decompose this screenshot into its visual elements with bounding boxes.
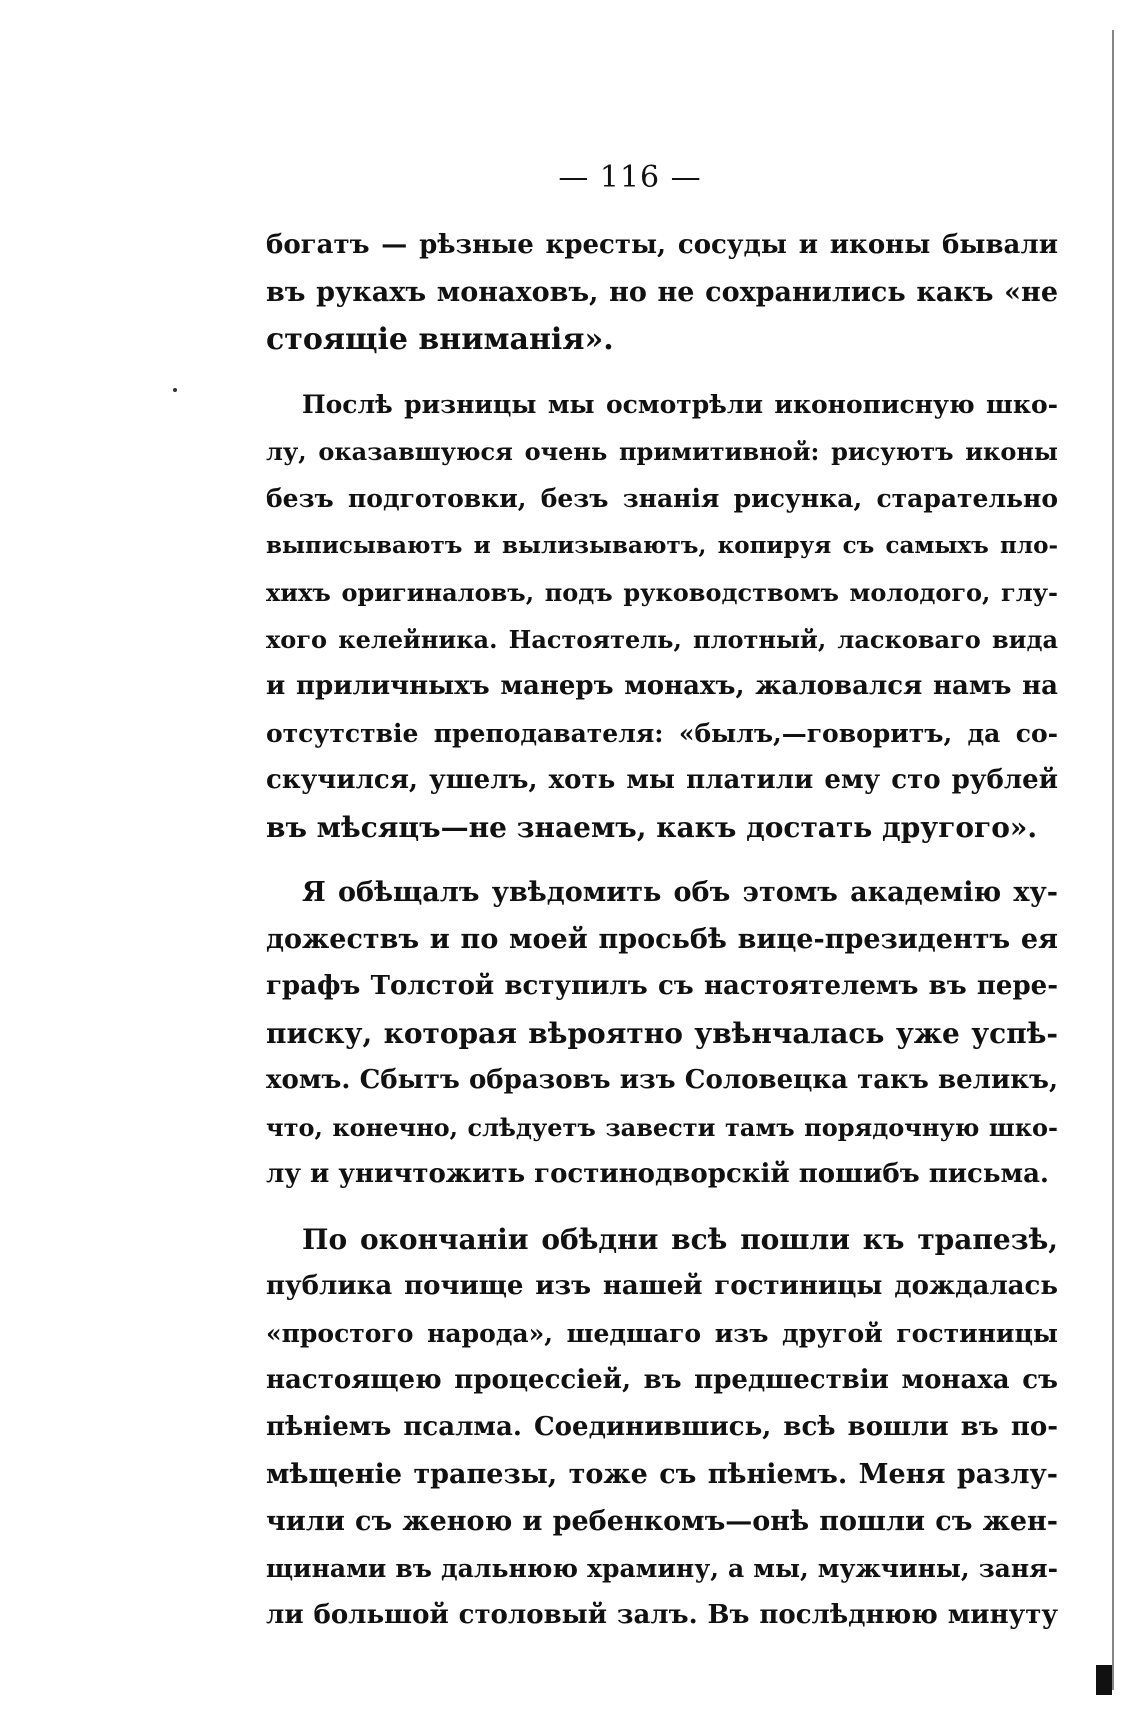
paragraph-break <box>266 851 1058 869</box>
ink-speck <box>173 388 177 392</box>
text-line: хомъ. Сбытъ образовъ изъ Соловецка такъ великъ, <box>266 1065 1058 1095</box>
text-line: ли большой столовый залъ. Въ послѣднюю минуту <box>266 1600 1058 1630</box>
text-line: дожествъ и по моей просьбѣ вице-президентъ ея <box>266 924 1058 955</box>
page-edge-rule <box>1112 30 1114 1690</box>
text-line: лу и уничтожить гостинодворскій пошибъ письма. <box>266 1159 1049 1189</box>
text-line: хихъ оригиналовъ, подъ руководствомъ молодого, глу- <box>266 578 1058 607</box>
body-text <box>266 222 1058 1639</box>
text-line: публика почище изъ нашей гостиницы дождалась <box>266 1271 1058 1301</box>
text-line: хого келейника. Настоятель, плотный, ласковаго вида <box>266 625 1058 654</box>
text-line: «простого народа», шедшаго изъ другой гостиницы <box>266 1319 1058 1348</box>
paragraph-break <box>266 363 1058 381</box>
text-line: Послѣ ризницы мы осмотрѣли иконописную шко- <box>302 390 1058 419</box>
text-line: графъ Толстой вступилъ съ настоятелемъ въ пере- <box>266 971 1058 1001</box>
text-line: стоящіе вниманія». <box>266 322 614 357</box>
text-line: мѣщеніе трапезы, тоже съ пѣніемъ. Меня разлу- <box>266 1459 1058 1490</box>
text-line: щинами въ дальнюю храмину, а мы, мужчины, заня- <box>266 1554 1058 1583</box>
text-line: писку, которая вѣроятно увѣнчалась уже успѣ- <box>266 1017 1058 1050</box>
text-line: отсутствіе преподавателя: «былъ,—говоритъ, да со- <box>266 719 1058 748</box>
text-line: выписываютъ и вылизываютъ, копируя съ самыхъ пло- <box>266 532 1058 559</box>
page-number: — 116 — <box>558 160 702 195</box>
scan-artifact <box>1096 1665 1112 1695</box>
text-line: въ рукахъ монаховъ, но не сохранились какъ «не <box>266 277 1058 308</box>
text-line: что, конечно, слѣдуетъ завести тамъ порядочную шко- <box>266 1113 1058 1142</box>
text-line: пѣніемъ псалма. Соединившись, всѣ вошли въ по- <box>266 1412 1058 1442</box>
text-line: и приличныхъ манеръ монахъ, жаловался намъ на <box>266 671 1058 701</box>
text-line: настоящею процессіей, въ предшествіи монаха съ <box>266 1365 1058 1395</box>
text-line: безъ подготовки, безъ знанія рисунка, старательно <box>266 484 1058 513</box>
text-line: лу, оказавшуюся очень примитивной: рисуютъ иконы <box>266 437 1058 466</box>
paragraph-break <box>266 1198 1058 1216</box>
text-line: По окончаніи обѣдни всѣ пошли къ трапезѣ, <box>302 1223 1058 1256</box>
text-line: скучился, ушелъ, хоть мы платили ему сто рублей <box>266 765 1058 795</box>
text-line: чили съ женою и ребенкомъ—онѣ пошли съ жен- <box>266 1506 1058 1537</box>
text-line: Я обѣщалъ увѣдомить объ этомъ академію ху- <box>302 877 1058 908</box>
text-line: въ мѣсяцъ—не знаемъ, какъ достать другого». <box>266 811 1038 844</box>
text-line: богатъ — рѣзные кресты, сосуды и иконы бывали <box>266 230 1058 260</box>
